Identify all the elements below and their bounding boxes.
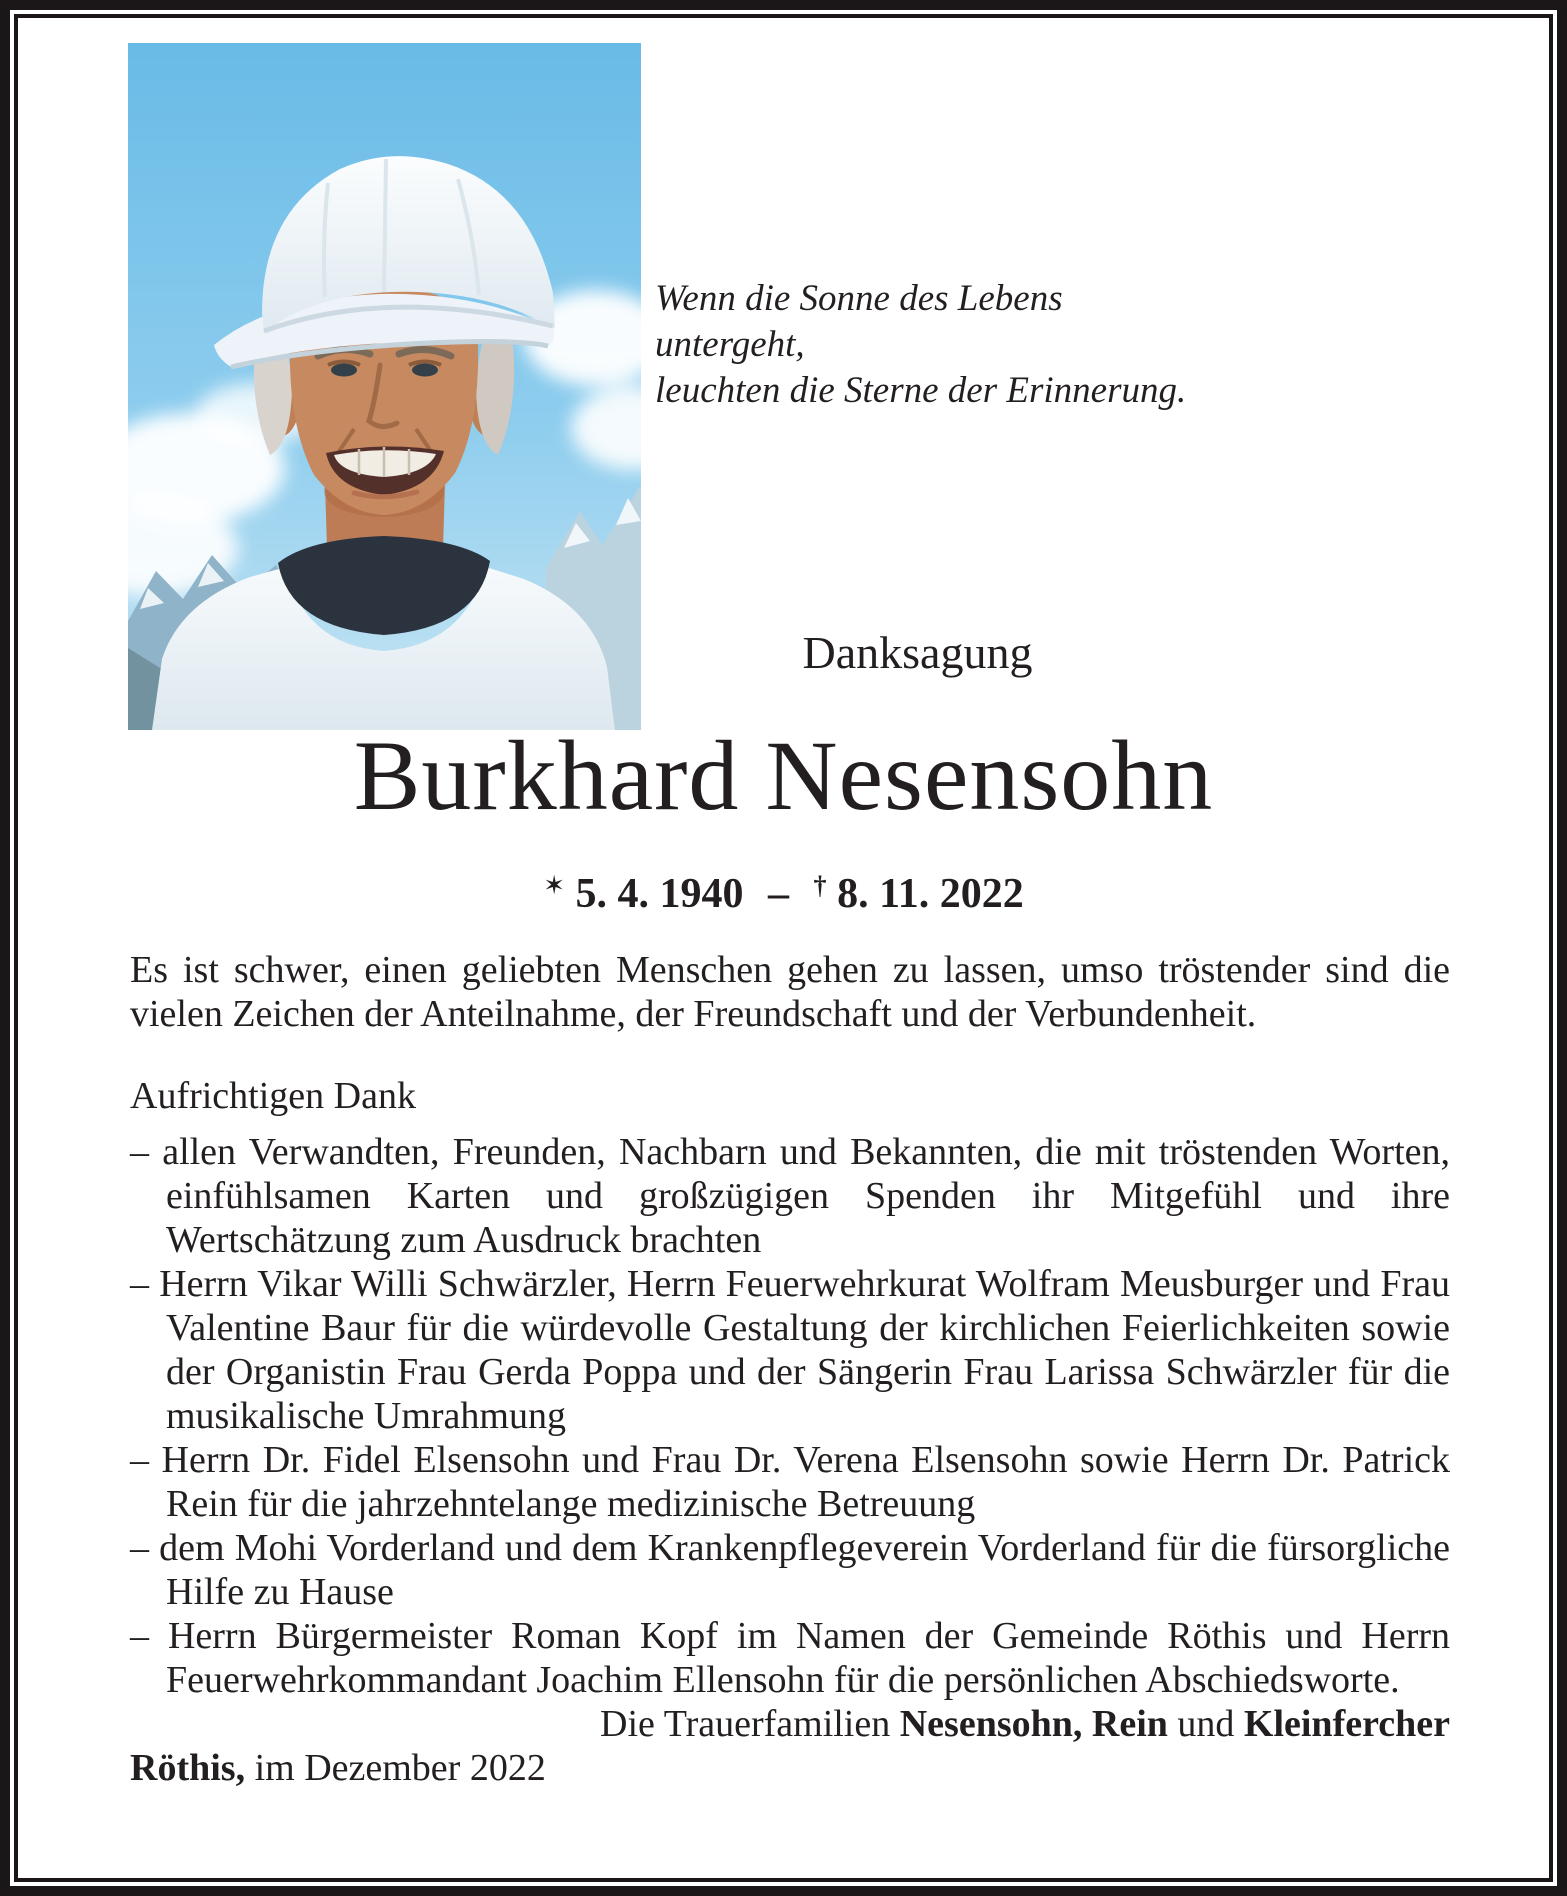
- dash-bullet: –: [130, 1615, 168, 1657]
- dash-bullet: –: [130, 1527, 160, 1569]
- notice-type-label: Danksagung: [802, 627, 1033, 678]
- thanks-list-item: [130, 1438, 1450, 1526]
- notice-body: [130, 948, 1450, 1790]
- epitaph-quote-line2: leuchten die Sterne der Erinnerung.: [655, 370, 1187, 411]
- death-date: 8. 11. 2022: [837, 871, 1024, 917]
- place-name: Röthis,: [130, 1747, 246, 1789]
- portrait-photo: [128, 43, 641, 730]
- family-names-1: Nesensohn, Rein: [899, 1703, 1168, 1745]
- thanks-item-text: dem Mohi Vorderland und dem Krankenpflegeverein Vorderland für die fürsorgliche Hilfe zu Hause: [159, 1527, 1451, 1613]
- life-dates: [18, 870, 1549, 918]
- mourning-families-line: [130, 1702, 1450, 1746]
- thanks-list-item: [130, 1262, 1450, 1438]
- thanks-item-text: allen Verwandten, Freunden, Nachbarn und Bekannten, die mit tröstenden Worten, einfühlsamen Karten und großzügigen Spenden ihr Mitgefühl und ihre Wertschätzung zum Ausdruck brachten: [162, 1131, 1450, 1261]
- deceased-name: Burkhard Nesensohn: [353, 720, 1214, 831]
- date-separator: –: [768, 871, 790, 917]
- obituary-card: [14, 14, 1553, 1882]
- place-date-line: [130, 1746, 1450, 1790]
- birth-star-symbol: ✶: [543, 870, 566, 900]
- thanks-list: [130, 1130, 1450, 1702]
- family-names-2: Kleinfercher: [1243, 1703, 1450, 1745]
- epitaph-quote: [655, 276, 1215, 414]
- thanks-list-item: [130, 1526, 1450, 1614]
- closing-prefix: Die Trauerfamilien: [600, 1703, 900, 1745]
- place-date: im Dezember 2022: [245, 1747, 546, 1789]
- intro-paragraph: Es ist schwer, einen geliebten Menschen gehen zu lassen, umso tröstender sind die vielen Zeichen der Anteilnahme, der Freundschaft und der Verbundenheit.: [130, 949, 1450, 1035]
- closing-und: und: [1167, 1703, 1244, 1745]
- thanks-list-item: [130, 1130, 1450, 1262]
- epitaph-quote-line1: Wenn die Sonne des Lebens untergeht,: [655, 278, 1063, 365]
- thanks-heading: Aufrichtigen Dank: [130, 1075, 416, 1117]
- birth-date: 5. 4. 1940: [575, 871, 744, 917]
- thanks-item-text: Herrn Vikar Willi Schwärzler, Herrn Feuerwehrkurat Wolfram Meusburger und Frau Valentine Baur für die würdevolle Gestaltung der kirchlichen Feierlichkeiten sowie der Organistin Frau Gerda Poppa und der Sängerin Frau Larissa Schwärzler für die musikalische Umrahmung: [159, 1263, 1450, 1437]
- death-cross-symbol: †: [813, 870, 827, 900]
- thanks-item-text: Herrn Dr. Fidel Elsensohn und Frau Dr. Verena Elsensohn sowie Herrn Dr. Patrick Rein für die jahrzehntelange medizinische Betreuung: [161, 1439, 1451, 1525]
- dash-bullet: –: [130, 1439, 162, 1481]
- dash-bullet: –: [130, 1263, 160, 1305]
- portrait-illustration: [128, 43, 641, 730]
- thanks-list-item: [130, 1614, 1450, 1702]
- dash-bullet: –: [130, 1131, 163, 1173]
- thanks-item-text: Herrn Bürgermeister Roman Kopf im Namen der Gemeinde Röthis und Herrn Feuerwehrkommandant Joachim Ellensohn für die persönlichen Abschiedsworte.: [166, 1615, 1450, 1701]
- inner-white-frame: [10, 10, 1557, 1886]
